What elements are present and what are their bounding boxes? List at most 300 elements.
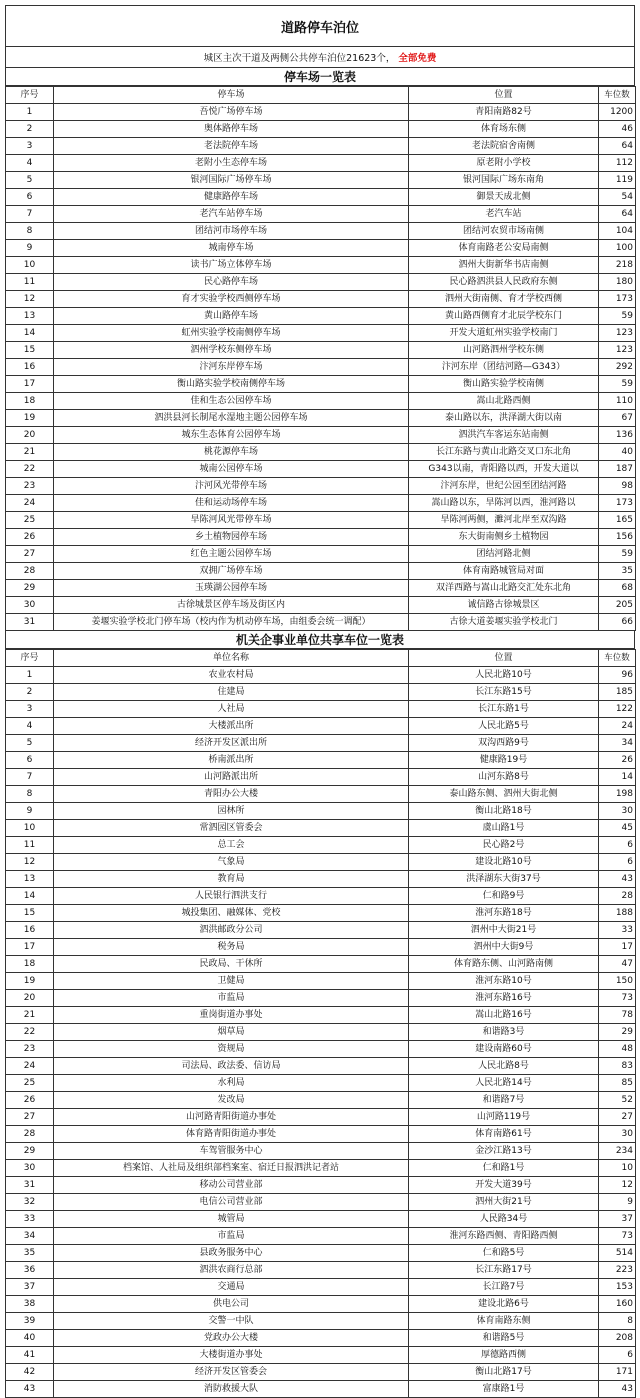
cell-no: 28 bbox=[6, 563, 54, 580]
table-row bbox=[6, 1211, 636, 1228]
cell-no: 5 bbox=[6, 172, 54, 189]
cell-location: 山河东路8号 bbox=[409, 769, 599, 786]
cell-location: G343以南，青阳路以西，开发大道以 bbox=[409, 461, 599, 478]
cell-count: 40 bbox=[599, 444, 636, 461]
cell-location: 建设北路6号 bbox=[409, 1296, 599, 1313]
cell-name: 古徐城景区停车场及街区内 bbox=[54, 597, 409, 614]
cell-no: 28 bbox=[6, 1126, 54, 1143]
cell-name: 城东生态体育公园停车场 bbox=[54, 427, 409, 444]
cell-no: 19 bbox=[6, 973, 54, 990]
table-row bbox=[6, 1228, 636, 1245]
cell-count: 67 bbox=[599, 410, 636, 427]
cell-name: 育才实验学校西侧停车场 bbox=[54, 291, 409, 308]
cell-location: 青阳南路82号 bbox=[409, 104, 599, 121]
cell-count: 96 bbox=[599, 667, 636, 684]
table-row bbox=[6, 138, 636, 155]
cell-count: 43 bbox=[599, 871, 636, 888]
cell-no: 35 bbox=[6, 1245, 54, 1262]
table-row bbox=[6, 478, 636, 495]
cell-count: 52 bbox=[599, 1092, 636, 1109]
cell-name: 泗洪农商行总部 bbox=[54, 1262, 409, 1279]
table-row bbox=[6, 155, 636, 172]
cell-count: 59 bbox=[599, 308, 636, 325]
cell-name: 发改局 bbox=[54, 1092, 409, 1109]
cell-count: 45 bbox=[599, 820, 636, 837]
cell-no: 9 bbox=[6, 240, 54, 257]
cell-no: 37 bbox=[6, 1279, 54, 1296]
cell-no: 3 bbox=[6, 138, 54, 155]
table-row bbox=[6, 854, 636, 871]
cell-name: 资规局 bbox=[54, 1041, 409, 1058]
table-row bbox=[6, 359, 636, 376]
cell-no: 38 bbox=[6, 1296, 54, 1313]
cell-location: 嵩山北路16号 bbox=[409, 1007, 599, 1024]
cell-name: 城南公园停车场 bbox=[54, 461, 409, 478]
cell-count: 83 bbox=[599, 1058, 636, 1075]
cell-no: 11 bbox=[6, 837, 54, 854]
cell-location: 和谐路7号 bbox=[409, 1092, 599, 1109]
cell-count: 150 bbox=[599, 973, 636, 990]
cell-location: 体育南路城管局对面 bbox=[409, 563, 599, 580]
cell-name: 泗州学校东侧停车场 bbox=[54, 342, 409, 359]
table-row bbox=[6, 1279, 636, 1296]
cell-name: 城管局 bbox=[54, 1211, 409, 1228]
cell-location: 汴河东岸（团结河路—G343） bbox=[409, 359, 599, 376]
cell-no: 20 bbox=[6, 990, 54, 1007]
table-header-row bbox=[6, 650, 636, 667]
cell-count: 34 bbox=[599, 735, 636, 752]
cell-no: 6 bbox=[6, 752, 54, 769]
cell-no: 26 bbox=[6, 1092, 54, 1109]
cell-no: 27 bbox=[6, 1109, 54, 1126]
table-row bbox=[6, 973, 636, 990]
table-row bbox=[6, 1075, 636, 1092]
table-row bbox=[6, 1058, 636, 1075]
cell-name: 泗洪县河长制尾水湿地主题公园停车场 bbox=[54, 410, 409, 427]
cell-no: 21 bbox=[6, 444, 54, 461]
cell-location: 泗洪汽车客运东站南侧 bbox=[409, 427, 599, 444]
cell-location: 开发大道虹州实验学校南门 bbox=[409, 325, 599, 342]
cell-no: 1 bbox=[6, 667, 54, 684]
table-row bbox=[6, 701, 636, 718]
table-row bbox=[6, 1126, 636, 1143]
cell-location: 金沙江路13号 bbox=[409, 1143, 599, 1160]
cell-location: 厚德路西侧 bbox=[409, 1347, 599, 1364]
table-row bbox=[6, 172, 636, 189]
cell-location: 淮河东路西侧、青阳路西侧 bbox=[409, 1228, 599, 1245]
cell-name: 体育路青阳街道办事处 bbox=[54, 1126, 409, 1143]
parking-lot-section-title: 停车场一览表 bbox=[5, 68, 635, 86]
col-header-location: 位置 bbox=[409, 87, 599, 104]
cell-count: 1200 bbox=[599, 104, 636, 121]
cell-location: 双沟西路9号 bbox=[409, 735, 599, 752]
cell-name: 交警一中队 bbox=[54, 1313, 409, 1330]
table-header-row bbox=[6, 87, 636, 104]
table-row bbox=[6, 189, 636, 206]
cell-count: 234 bbox=[599, 1143, 636, 1160]
cell-location: 仁和路9号 bbox=[409, 888, 599, 905]
table-row bbox=[6, 257, 636, 274]
table-row bbox=[6, 1143, 636, 1160]
cell-name: 吾悦广场停车场 bbox=[54, 104, 409, 121]
cell-name: 教育局 bbox=[54, 871, 409, 888]
cell-no: 6 bbox=[6, 189, 54, 206]
cell-location: 人民路34号 bbox=[409, 1211, 599, 1228]
cell-name: 市监局 bbox=[54, 990, 409, 1007]
parking-lot-table bbox=[5, 86, 636, 631]
cell-count: 173 bbox=[599, 291, 636, 308]
col-header-count: 车位数 bbox=[599, 87, 636, 104]
table-row bbox=[6, 1262, 636, 1279]
cell-no: 42 bbox=[6, 1364, 54, 1381]
cell-no: 2 bbox=[6, 121, 54, 138]
table-row bbox=[6, 1194, 636, 1211]
cell-no: 31 bbox=[6, 614, 54, 631]
table-row bbox=[6, 546, 636, 563]
cell-no: 40 bbox=[6, 1330, 54, 1347]
cell-location: 泰山路东侧、泗州大街北侧 bbox=[409, 786, 599, 803]
cell-no: 4 bbox=[6, 155, 54, 172]
cell-count: 24 bbox=[599, 718, 636, 735]
table-row bbox=[6, 512, 636, 529]
cell-count: 185 bbox=[599, 684, 636, 701]
cell-location: 和谐路3号 bbox=[409, 1024, 599, 1041]
cell-location: 团结河农贸市场南侧 bbox=[409, 223, 599, 240]
cell-count: 218 bbox=[599, 257, 636, 274]
cell-count: 26 bbox=[599, 752, 636, 769]
table-row bbox=[6, 769, 636, 786]
cell-location: 老法院宿舍南侧 bbox=[409, 138, 599, 155]
cell-no: 13 bbox=[6, 871, 54, 888]
cell-no: 26 bbox=[6, 529, 54, 546]
cell-count: 6 bbox=[599, 837, 636, 854]
cell-count: 64 bbox=[599, 206, 636, 223]
cell-name: 电信公司营业部 bbox=[54, 1194, 409, 1211]
cell-location: 人民北路5号 bbox=[409, 718, 599, 735]
cell-count: 198 bbox=[599, 786, 636, 803]
table-row bbox=[6, 990, 636, 1007]
table-row bbox=[6, 461, 636, 478]
cell-count: 73 bbox=[599, 990, 636, 1007]
table-row bbox=[6, 922, 636, 939]
cell-no: 11 bbox=[6, 274, 54, 291]
cell-name: 移动公司营业部 bbox=[54, 1177, 409, 1194]
cell-no: 4 bbox=[6, 718, 54, 735]
table-row bbox=[6, 803, 636, 820]
cell-count: 54 bbox=[599, 189, 636, 206]
cell-location: 仁和路5号 bbox=[409, 1245, 599, 1262]
table-row bbox=[6, 614, 636, 631]
table-row bbox=[6, 888, 636, 905]
cell-count: 59 bbox=[599, 546, 636, 563]
cell-count: 136 bbox=[599, 427, 636, 444]
table-row bbox=[6, 274, 636, 291]
cell-count: 33 bbox=[599, 922, 636, 939]
table-row bbox=[6, 206, 636, 223]
cell-no: 17 bbox=[6, 376, 54, 393]
table-row bbox=[6, 495, 636, 512]
cell-name: 常泗园区管委会 bbox=[54, 820, 409, 837]
table-row bbox=[6, 871, 636, 888]
cell-count: 188 bbox=[599, 905, 636, 922]
cell-name: 山河路青阳街道办事处 bbox=[54, 1109, 409, 1126]
cell-count: 12 bbox=[599, 1177, 636, 1194]
cell-count: 37 bbox=[599, 1211, 636, 1228]
cell-no: 39 bbox=[6, 1313, 54, 1330]
cell-no: 25 bbox=[6, 1075, 54, 1092]
cell-no: 22 bbox=[6, 1024, 54, 1041]
cell-name: 司法局、政法委、信访局 bbox=[54, 1058, 409, 1075]
table-row bbox=[6, 529, 636, 546]
cell-no: 34 bbox=[6, 1228, 54, 1245]
cell-location: 黄山路西侧育才北辰学校东门 bbox=[409, 308, 599, 325]
cell-no: 9 bbox=[6, 803, 54, 820]
cell-location: 淮河东路18号 bbox=[409, 905, 599, 922]
cell-count: 112 bbox=[599, 155, 636, 172]
cell-count: 48 bbox=[599, 1041, 636, 1058]
cell-no: 5 bbox=[6, 735, 54, 752]
table-row bbox=[6, 1347, 636, 1364]
cell-name: 县政务服务中心 bbox=[54, 1245, 409, 1262]
cell-name: 汴河东岸停车场 bbox=[54, 359, 409, 376]
cell-count: 27 bbox=[599, 1109, 636, 1126]
cell-no: 25 bbox=[6, 512, 54, 529]
cell-name: 姜堰实验学校北门停车场（校内作为机动停车场，由组委会统一调配） bbox=[54, 614, 409, 631]
table-row bbox=[6, 393, 636, 410]
cell-no: 29 bbox=[6, 1143, 54, 1160]
cell-count: 205 bbox=[599, 597, 636, 614]
cell-count: 14 bbox=[599, 769, 636, 786]
cell-count: 123 bbox=[599, 342, 636, 359]
shared-spaces-rows bbox=[6, 667, 636, 1398]
cell-no: 3 bbox=[6, 701, 54, 718]
cell-no: 15 bbox=[6, 342, 54, 359]
cell-name: 佳和生态公园停车场 bbox=[54, 393, 409, 410]
cell-count: 8 bbox=[599, 1313, 636, 1330]
cell-location: 泗州大街南侧、育才学校西侧 bbox=[409, 291, 599, 308]
col-header-no: 序号 bbox=[6, 650, 54, 667]
cell-no: 12 bbox=[6, 854, 54, 871]
table-row bbox=[6, 735, 636, 752]
cell-location: 和谐路5号 bbox=[409, 1330, 599, 1347]
cell-no: 8 bbox=[6, 223, 54, 240]
table-row bbox=[6, 597, 636, 614]
cell-location: 银河国际广场东南角 bbox=[409, 172, 599, 189]
table-row bbox=[6, 580, 636, 597]
cell-location: 人民北路10号 bbox=[409, 667, 599, 684]
table-row bbox=[6, 1313, 636, 1330]
cell-location: 健康路19号 bbox=[409, 752, 599, 769]
cell-location: 旱陈河两侧，濉河北岸至双沟路 bbox=[409, 512, 599, 529]
cell-no: 22 bbox=[6, 461, 54, 478]
cell-location: 泗州中大街9号 bbox=[409, 939, 599, 956]
cell-count: 98 bbox=[599, 478, 636, 495]
cell-name: 水利局 bbox=[54, 1075, 409, 1092]
table-row bbox=[6, 1296, 636, 1313]
cell-location: 人民北路14号 bbox=[409, 1075, 599, 1092]
cell-location: 淮河东路10号 bbox=[409, 973, 599, 990]
table-row bbox=[6, 1024, 636, 1041]
cell-name: 健康路停车场 bbox=[54, 189, 409, 206]
cell-count: 47 bbox=[599, 956, 636, 973]
cell-no: 23 bbox=[6, 1041, 54, 1058]
cell-location: 衡山北路17号 bbox=[409, 1364, 599, 1381]
cell-no: 30 bbox=[6, 597, 54, 614]
cell-count: 123 bbox=[599, 325, 636, 342]
cell-name: 银河国际广场停车场 bbox=[54, 172, 409, 189]
cell-location: 民心路泗洪县人民政府东侧 bbox=[409, 274, 599, 291]
cell-no: 19 bbox=[6, 410, 54, 427]
cell-name: 虹州实验学校南侧停车场 bbox=[54, 325, 409, 342]
table-row bbox=[6, 121, 636, 138]
cell-count: 59 bbox=[599, 376, 636, 393]
cell-no: 43 bbox=[6, 1381, 54, 1398]
table-row bbox=[6, 939, 636, 956]
cell-no: 30 bbox=[6, 1160, 54, 1177]
cell-no: 41 bbox=[6, 1347, 54, 1364]
table-row bbox=[6, 684, 636, 701]
cell-name: 党政办公大楼 bbox=[54, 1330, 409, 1347]
cell-name: 供电公司 bbox=[54, 1296, 409, 1313]
cell-count: 208 bbox=[599, 1330, 636, 1347]
table-row bbox=[6, 1041, 636, 1058]
cell-count: 165 bbox=[599, 512, 636, 529]
cell-name: 重岗街道办事处 bbox=[54, 1007, 409, 1024]
cell-name: 青阳办公大楼 bbox=[54, 786, 409, 803]
cell-no: 7 bbox=[6, 769, 54, 786]
table-row bbox=[6, 410, 636, 427]
cell-no: 8 bbox=[6, 786, 54, 803]
table-row bbox=[6, 820, 636, 837]
cell-location: 虞山路1号 bbox=[409, 820, 599, 837]
table-row bbox=[6, 308, 636, 325]
cell-count: 6 bbox=[599, 1347, 636, 1364]
cell-location: 双洋西路与嵩山北路交汇处东北角 bbox=[409, 580, 599, 597]
cell-count: 119 bbox=[599, 172, 636, 189]
cell-location: 嵩山路以东，旱陈河以西，淮河路以 bbox=[409, 495, 599, 512]
cell-no: 16 bbox=[6, 922, 54, 939]
cell-location: 古徐大道姜堰实验学校北门 bbox=[409, 614, 599, 631]
cell-location: 建设南路60号 bbox=[409, 1041, 599, 1058]
col-header-location: 位置 bbox=[409, 650, 599, 667]
table-row bbox=[6, 1364, 636, 1381]
cell-location: 洪泽湖东大街37号 bbox=[409, 871, 599, 888]
cell-name: 烟草局 bbox=[54, 1024, 409, 1041]
cell-location: 人民北路8号 bbox=[409, 1058, 599, 1075]
table-row bbox=[6, 667, 636, 684]
cell-location: 泗州大街21号 bbox=[409, 1194, 599, 1211]
table-row bbox=[6, 786, 636, 803]
cell-name: 旱陈河风光带停车场 bbox=[54, 512, 409, 529]
table-row bbox=[6, 444, 636, 461]
cell-name: 泗洪邮政分公司 bbox=[54, 922, 409, 939]
cell-no: 24 bbox=[6, 495, 54, 512]
cell-name: 消防救援大队 bbox=[54, 1381, 409, 1398]
cell-location: 嵩山北路西侧 bbox=[409, 393, 599, 410]
cell-location: 淮河东路16号 bbox=[409, 990, 599, 1007]
cell-name: 老法院停车场 bbox=[54, 138, 409, 155]
cell-location: 山河路119号 bbox=[409, 1109, 599, 1126]
shared-spaces-section-title: 机关企事业单位共享车位一览表 bbox=[5, 631, 635, 649]
cell-count: 100 bbox=[599, 240, 636, 257]
cell-count: 187 bbox=[599, 461, 636, 478]
cell-name: 城投集团、融媒体、党校 bbox=[54, 905, 409, 922]
cell-name: 衡山路实验学校南侧停车场 bbox=[54, 376, 409, 393]
table-row bbox=[6, 376, 636, 393]
cell-no: 27 bbox=[6, 546, 54, 563]
cell-name: 双拥广场停车场 bbox=[54, 563, 409, 580]
cell-no: 23 bbox=[6, 478, 54, 495]
cell-location: 体育场东侧 bbox=[409, 121, 599, 138]
cell-no: 10 bbox=[6, 820, 54, 837]
col-header-name: 单位名称 bbox=[54, 650, 409, 667]
cell-name: 大楼派出所 bbox=[54, 718, 409, 735]
cell-location: 泗州大街新华书店南侧 bbox=[409, 257, 599, 274]
cell-location: 泰山路以东，洪泽湖大街以南 bbox=[409, 410, 599, 427]
table-row bbox=[6, 905, 636, 922]
cell-count: 153 bbox=[599, 1279, 636, 1296]
cell-name: 民心路停车场 bbox=[54, 274, 409, 291]
cell-location: 建设北路10号 bbox=[409, 854, 599, 871]
cell-location: 长江东路15号 bbox=[409, 684, 599, 701]
cell-count: 30 bbox=[599, 803, 636, 820]
table-row bbox=[6, 563, 636, 580]
cell-location: 老汽车站 bbox=[409, 206, 599, 223]
cell-name: 民政局、干休所 bbox=[54, 956, 409, 973]
cell-location: 原老附小学校 bbox=[409, 155, 599, 172]
table-row bbox=[6, 1381, 636, 1398]
cell-count: 514 bbox=[599, 1245, 636, 1262]
cell-location: 衡山北路18号 bbox=[409, 803, 599, 820]
cell-name: 乡土植物园停车场 bbox=[54, 529, 409, 546]
cell-name: 桥南派出所 bbox=[54, 752, 409, 769]
table-row bbox=[6, 104, 636, 121]
cell-name: 人民银行泗洪支行 bbox=[54, 888, 409, 905]
summary-line bbox=[5, 47, 635, 68]
cell-count: 29 bbox=[599, 1024, 636, 1041]
shared-spaces-table bbox=[5, 649, 636, 1398]
cell-name: 佳和运动场停车场 bbox=[54, 495, 409, 512]
cell-count: 78 bbox=[599, 1007, 636, 1024]
cell-location: 体育路东侧、山河路南侧 bbox=[409, 956, 599, 973]
cell-count: 64 bbox=[599, 138, 636, 155]
cell-count: 180 bbox=[599, 274, 636, 291]
cell-location: 诚信路古徐城景区 bbox=[409, 597, 599, 614]
cell-no: 18 bbox=[6, 956, 54, 973]
cell-count: 160 bbox=[599, 1296, 636, 1313]
cell-no: 12 bbox=[6, 291, 54, 308]
free-highlight: 全部免费 bbox=[398, 53, 437, 64]
cell-count: 171 bbox=[599, 1364, 636, 1381]
table-row bbox=[6, 956, 636, 973]
page-title: 道路停车泊位 bbox=[5, 5, 635, 47]
col-header-count: 车位数 bbox=[599, 650, 636, 667]
summary-text: 城区主次干道及两侧公共停车泊位21623个， bbox=[203, 53, 396, 64]
cell-name: 汴河风光带停车场 bbox=[54, 478, 409, 495]
cell-name: 黄山路停车场 bbox=[54, 308, 409, 325]
table-row bbox=[6, 1007, 636, 1024]
cell-count: 292 bbox=[599, 359, 636, 376]
cell-count: 46 bbox=[599, 121, 636, 138]
table-row bbox=[6, 1330, 636, 1347]
cell-name: 人社局 bbox=[54, 701, 409, 718]
cell-no: 10 bbox=[6, 257, 54, 274]
cell-no: 1 bbox=[6, 104, 54, 121]
table-row bbox=[6, 837, 636, 854]
table-row bbox=[6, 718, 636, 735]
cell-no: 14 bbox=[6, 888, 54, 905]
cell-location: 仁和路1号 bbox=[409, 1160, 599, 1177]
